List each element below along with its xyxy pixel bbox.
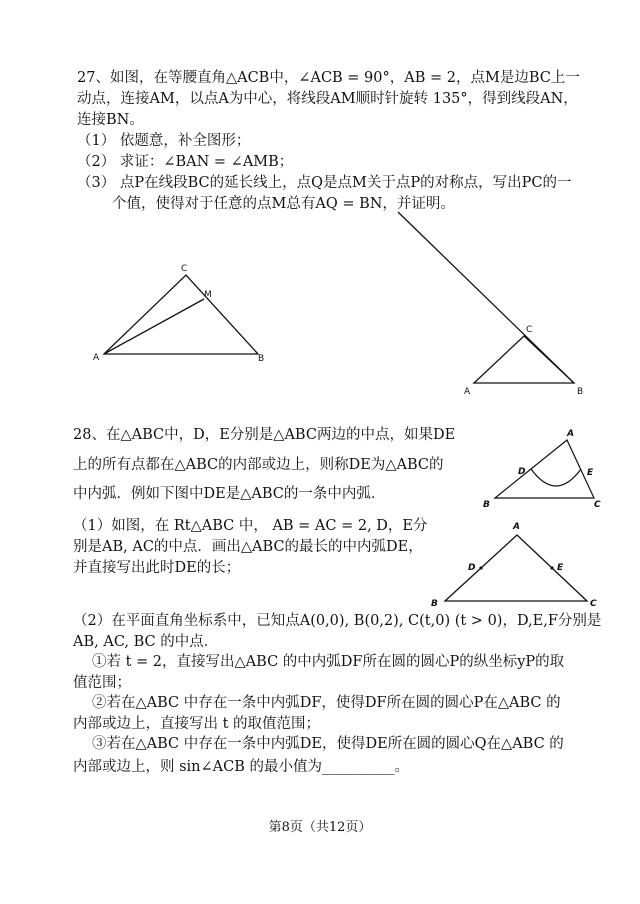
label-c-fig4: C <box>590 599 597 609</box>
label-m-fig1: M <box>204 290 212 300</box>
label-b-fig3: B <box>483 500 490 510</box>
q28-part-2a: （2）在平面直角坐标系中，已知点A(0,0), B(0,2), C(t,0) (t > 0)，D,E,F分别是 <box>73 613 602 629</box>
segment-am <box>104 299 204 354</box>
q27-line-3: 连接BN。 <box>77 112 144 128</box>
label-e-fig3: E <box>587 468 594 478</box>
q28-line-1: 28、在△ABC中，D，E分别是△ABC两边的中点，如果DE <box>73 427 456 443</box>
q28-sub-1a: ①若 t = 2，直接写出△ABC 的中内弧DF所在圆的圆心P的纵坐标yP的取 <box>92 654 565 670</box>
label-b-fig2: B <box>577 387 584 397</box>
extension-line <box>398 212 574 383</box>
label-a-fig3: A <box>567 429 574 439</box>
q27-line-2: 动点，连接AM，以点A为中心，将线段AM顺时针旋转 135°，得到线段AN， <box>77 91 578 107</box>
figure-q28-arc-example <box>495 440 594 498</box>
label-a-fig4: A <box>513 522 520 532</box>
q27-item-3a: （3） 点P在线段BC的延长线上，点Q是点M关于点P的对称点，写出PC的一 <box>77 175 572 191</box>
label-d-fig3: D <box>518 467 526 477</box>
label-a-fig2: A <box>464 387 471 397</box>
q27-item-1: （1） 依题意，补全图形； <box>77 133 251 149</box>
triangle-abc-rt <box>445 535 587 601</box>
q28-part-1c: 并直接写出此时DE的长； <box>73 560 241 576</box>
q28-sub-3b: 内部或边上，则 sin∠ACB 的最小值为__________。 <box>73 759 410 775</box>
triangle-acb-2 <box>474 336 574 383</box>
arc-de <box>531 469 581 486</box>
q28-sub-3a: ③若在△ABC 中存在一条中内弧DE，使得DE所在圆的圆心Q在△ABC 的 <box>92 736 564 752</box>
q28-line-3: 中内弧．例如下图中DE是△ABC的一条中内弧． <box>73 486 386 502</box>
label-c-fig3: C <box>594 500 601 510</box>
point-e <box>550 566 553 569</box>
figure-q28-right-triangle <box>445 535 587 601</box>
q28-line-2: 上的所有点都在△ABC的内部或边上，则称DE为△ABC的 <box>73 457 444 473</box>
q28-sub-2b: 内部或边上，直接写出 t 的取值范围； <box>73 716 321 732</box>
label-c-fig1: C <box>181 264 188 274</box>
q28-part-2b: AB, AC, BC 的中点． <box>73 634 219 650</box>
label-b-fig4: B <box>431 599 438 609</box>
figure-q27-triangle-2 <box>398 212 574 383</box>
q28-sub-1b: 值范围； <box>73 675 131 691</box>
page-footer: 第8页（共12页） <box>268 820 372 835</box>
figure-q27-triangle-1 <box>104 275 258 354</box>
q28-sub-2a: ②若在△ABC 中存在一条中内弧DF，使得DF所在圆的圆心P在△ABC 的 <box>92 695 561 711</box>
label-e-fig4: E <box>557 563 564 573</box>
point-d <box>479 566 482 569</box>
q27-item-3b: 个值，使得对于任意的点M总有AQ = BN，并证明。 <box>112 196 455 212</box>
q27-item-2: （2） 求证：∠BAN = ∠AMB； <box>77 154 294 170</box>
label-c-fig2: C <box>526 325 533 335</box>
triangle-abc-arc <box>495 440 594 498</box>
label-b-fig1: B <box>258 354 265 364</box>
label-d-fig4: D <box>468 563 476 573</box>
q28-part-1b: 别是AB, AC的中点．画出△ABC的最长的中内弧DE， <box>73 539 423 555</box>
q27-line-1: 27、如图，在等腰直角△ACB中，∠ACB = 90°，AB = 2，点M是边BC上一 <box>77 70 580 86</box>
triangle-acb-1 <box>104 275 258 354</box>
q28-part-1a: （1）如图，在 Rt△ABC 中， AB = AC = 2, D，E分 <box>73 518 428 534</box>
label-a-fig1: A <box>93 353 100 363</box>
